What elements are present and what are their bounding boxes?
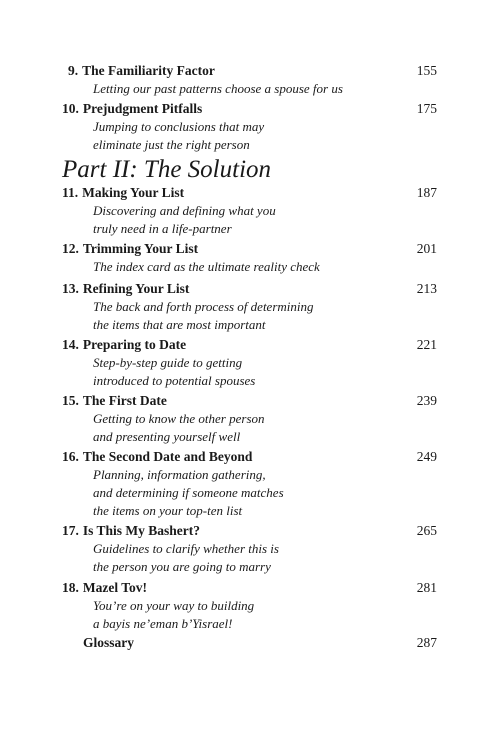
toc-entry-title-text: The First Date: [82, 393, 167, 408]
toc-entry-number: 10.: [62, 101, 79, 116]
toc-entry-page: 187: [416, 185, 437, 200]
toc-entry-number: 9.: [68, 63, 79, 78]
toc-entry-description-line: introduced to potential spouses: [93, 373, 256, 388]
toc-entry-title: [68, 62, 215, 80]
toc-entry-title-text: Trimming Your List: [82, 241, 199, 256]
toc-entry-title-text: Preparing to Date: [82, 337, 187, 352]
toc-entry-description-line: the person you are going to marry: [93, 559, 271, 574]
toc-entry-title-text: Prejudgment Pitfalls: [82, 101, 203, 116]
toc-entry-page: 201: [416, 241, 437, 256]
toc-entry-page: 155: [416, 63, 437, 78]
toc-entry-description-line: Getting to know the other person: [93, 411, 265, 426]
toc-entry-title: [62, 100, 202, 118]
toc-entry-description-line: The index card as the ultimate reality check: [93, 259, 320, 274]
toc-entry-number: 16.: [62, 449, 79, 464]
toc-entry-number: 17.: [62, 523, 79, 538]
toc-entry-number: 18.: [62, 580, 79, 595]
toc-entry-page: 281: [416, 580, 437, 595]
toc-entry-page: 213: [416, 281, 437, 296]
toc-entry-title-text: Mazel Tov!: [82, 580, 147, 595]
toc-entry-title-text: Making Your List: [82, 185, 185, 200]
toc-entry-description: [93, 202, 276, 238]
toc-entry-description-line: the items that are most important: [93, 317, 266, 332]
toc-entry-description-line: The back and forth process of determining: [93, 299, 314, 314]
toc-entry-number: 12.: [62, 241, 79, 256]
toc-entry-description-line: Discovering and defining what you: [93, 203, 276, 218]
toc-entry-description: [93, 410, 265, 446]
toc-entry-description-line: a bayis ne’eman b’Yisrael!: [93, 616, 233, 631]
toc-entry-number: 14.: [62, 337, 79, 352]
toc-entry-number: 13.: [62, 281, 79, 296]
toc-entry-title-text: The Familiarity Factor: [82, 63, 215, 78]
toc-entry-description-line: Planning, information gathering,: [93, 467, 266, 482]
part-heading: Part II: The Solution: [62, 156, 272, 183]
toc-entry-page: 221: [416, 337, 437, 352]
toc-entry-description: [93, 298, 314, 334]
toc-entry-description-line: and presenting yourself well: [93, 429, 241, 444]
toc-entry-page: 239: [416, 393, 437, 408]
toc-entry-description: [93, 118, 264, 154]
toc-entry-number: 15.: [62, 393, 79, 408]
toc-entry-title: [62, 522, 200, 540]
toc-entry-page: 175: [416, 101, 437, 116]
toc-entry-title: [62, 336, 186, 354]
toc-entry-title: [62, 240, 198, 258]
toc-glossary-page: 287: [416, 635, 437, 650]
toc-entry-description-line: eliminate just the right person: [93, 137, 250, 152]
toc-entry-title: [62, 184, 184, 202]
toc-entry-description: [93, 540, 279, 576]
toc-entry-page: 249: [416, 449, 437, 464]
toc-entry-description: [93, 466, 284, 520]
toc-entry-description: [93, 258, 320, 276]
toc-glossary-title: Glossary: [83, 635, 135, 650]
toc-entry-description-line: Guidelines to clarify whether this is: [93, 541, 279, 556]
toc-entry-description-line: Step-by-step guide to getting: [93, 355, 243, 370]
toc-entry-description: [93, 597, 254, 633]
toc-entry-title: [62, 392, 167, 410]
toc-entry-title-text: Refining Your List: [82, 281, 190, 296]
toc-entry-description-line: Letting our past patterns choose a spouse for us: [93, 81, 343, 96]
toc-entry-title: [62, 448, 252, 466]
toc-entry-title: [62, 579, 147, 597]
toc-entry-title: [62, 280, 189, 298]
toc-entry-title-text: Is This My Bashert?: [82, 523, 201, 538]
toc-entry-description: [93, 354, 255, 390]
toc-entry-description-line: truly need in a life-partner: [93, 221, 232, 236]
toc-entry-description-line: the items on your top-ten list: [93, 503, 243, 518]
toc-entry-description-line: Jumping to conclusions that may: [93, 119, 265, 134]
toc-entry-page: 265: [416, 523, 437, 538]
toc-entry-description: [93, 80, 343, 98]
toc-entry-description-line: You’re on your way to building: [93, 598, 255, 613]
toc-entry-number: 11.: [62, 185, 79, 200]
toc-entry-description-line: and determining if someone matches: [93, 485, 284, 500]
toc-entry-title-text: The Second Date and Beyond: [82, 449, 253, 464]
